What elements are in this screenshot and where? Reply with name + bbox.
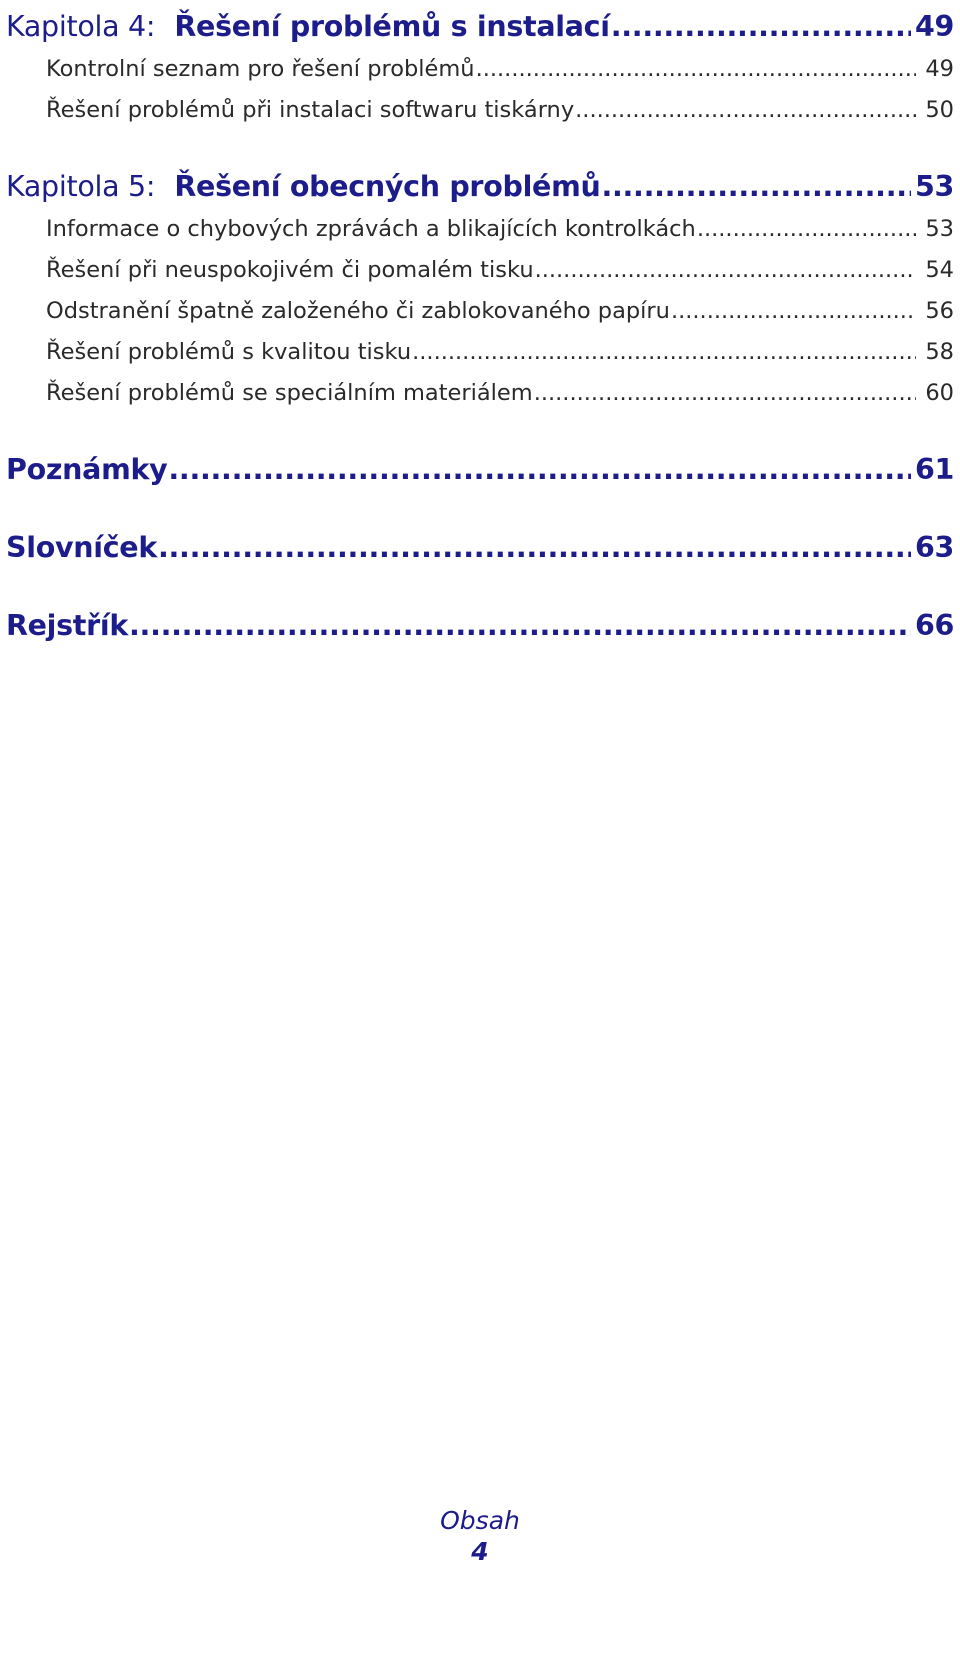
chapter-title-text: Řešení obecných problémů <box>174 170 601 203</box>
dot-leader <box>575 90 916 131</box>
toc-page-number: 49 <box>925 56 954 82</box>
toc-page-number: 56 <box>925 298 954 324</box>
dot-leader <box>412 332 916 373</box>
toc-chapter-4[interactable] <box>6 5 954 49</box>
toc-item-title: Odstranění špatně založeného či zablokovaného papíru <box>46 298 670 324</box>
toc-page-number: 53 <box>914 170 954 203</box>
toc-item-title: Řešení problémů se speciálním materiálem <box>46 380 533 406</box>
toc-glossary[interactable] <box>6 526 954 570</box>
table-of-contents <box>6 0 954 648</box>
toc-item-title: Kontrolní seznam pro řešení problémů <box>46 56 475 82</box>
dot-leader <box>158 526 911 570</box>
dot-leader <box>611 5 911 49</box>
chapter-title-text: Řešení problémů s instalací <box>174 10 610 43</box>
chapter-label: Kapitola 5: <box>6 170 156 203</box>
toc-item[interactable] <box>6 373 954 414</box>
toc-item[interactable] <box>6 90 954 131</box>
toc-item[interactable] <box>6 49 954 90</box>
toc-page-number: 58 <box>925 339 954 365</box>
toc-item-title: Řešení problémů s kvalitou tisku <box>46 339 412 365</box>
toc-item-title: Informace o chybových zprávách a blikajících kontrolkách <box>46 216 696 242</box>
dot-leader <box>534 373 916 414</box>
toc-chapter-title <box>6 5 610 49</box>
chapter-label: Kapitola 4: <box>6 10 156 43</box>
toc-page-number: 50 <box>925 97 954 123</box>
toc-page-number: 49 <box>914 10 954 43</box>
toc-chapter-title <box>6 165 600 209</box>
toc-section-title: Poznámky <box>6 453 168 486</box>
footer-section-name: Obsah <box>440 1506 520 1535</box>
toc-chapter-5[interactable] <box>6 165 954 209</box>
toc-notes[interactable] <box>6 448 954 492</box>
toc-page-number: 63 <box>914 531 954 564</box>
dot-leader <box>697 209 916 250</box>
footer-page-number: 4 <box>471 1537 489 1566</box>
dot-leader <box>601 165 910 209</box>
page-footer <box>0 1505 960 1567</box>
toc-index[interactable] <box>6 604 954 648</box>
dot-leader <box>129 604 911 648</box>
toc-item-title: Řešení při neuspokojivém či pomalém tisku <box>46 257 534 283</box>
dot-leader <box>671 291 916 332</box>
toc-item[interactable] <box>6 291 954 332</box>
toc-item[interactable] <box>6 209 954 250</box>
toc-item[interactable] <box>6 332 954 373</box>
toc-page-number: 54 <box>925 257 954 283</box>
toc-page-number: 53 <box>925 216 954 242</box>
toc-item[interactable] <box>6 250 954 291</box>
toc-page-number: 66 <box>914 609 954 642</box>
dot-leader <box>535 250 916 291</box>
dot-leader <box>168 448 911 492</box>
toc-page-number: 61 <box>914 453 954 486</box>
toc-section-title: Rejstřík <box>6 609 129 642</box>
toc-item-title: Řešení problémů při instalaci softwaru tiskárny <box>46 97 575 123</box>
toc-page-number: 60 <box>925 380 954 406</box>
toc-section-title: Slovníček <box>6 531 157 564</box>
dot-leader <box>476 49 916 90</box>
